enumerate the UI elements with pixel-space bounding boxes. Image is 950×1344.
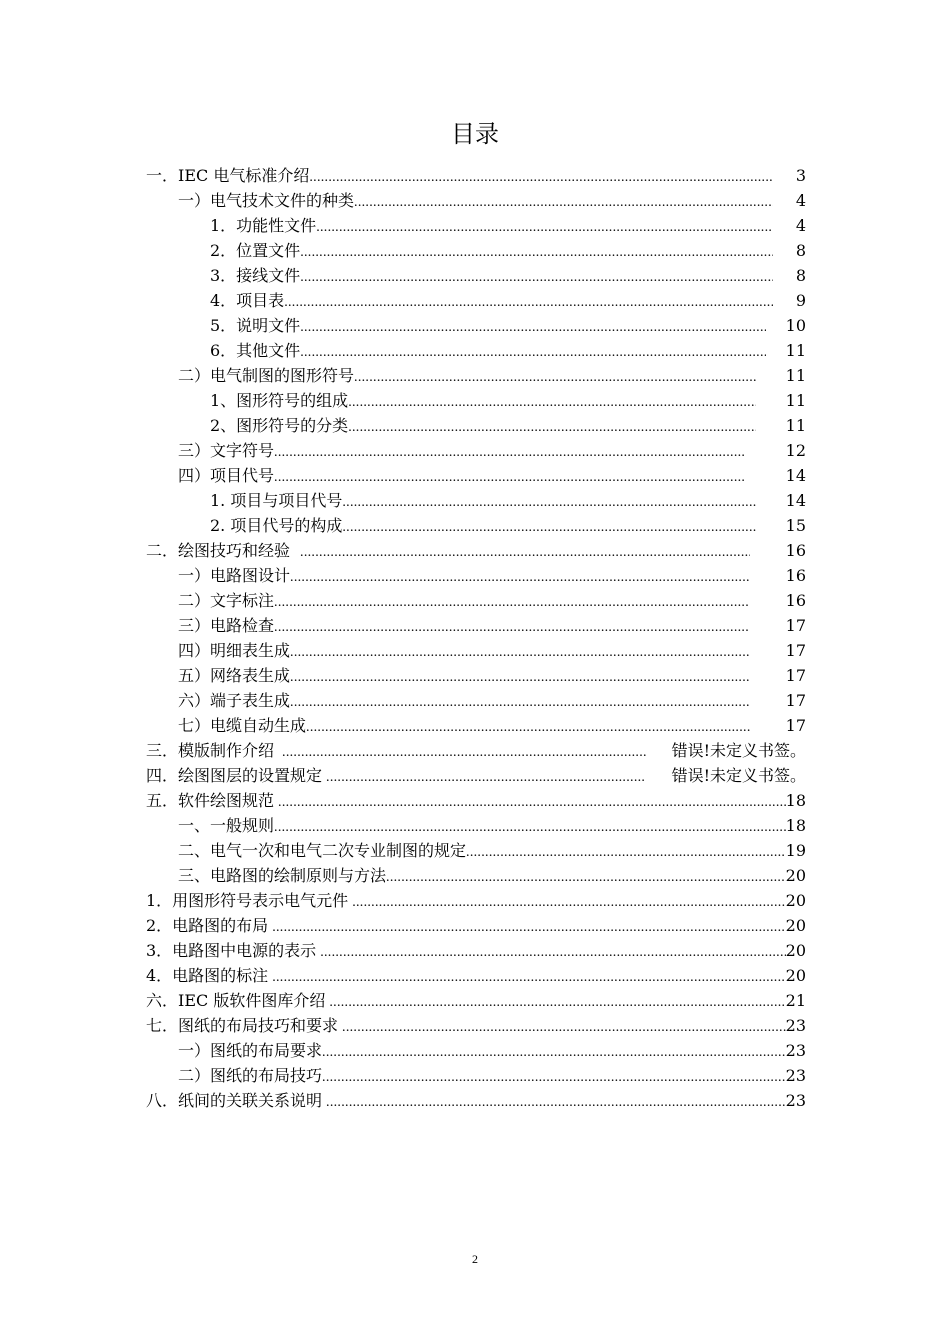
toc-entry-text: 一、一般规则 [178, 816, 275, 835]
toc-leader-dots [290, 690, 750, 715]
toc-entry[interactable] [178, 363, 806, 388]
toc-entry-text: 五．软件绘图规范 [146, 791, 275, 810]
toc-entry[interactable] [146, 888, 806, 913]
toc-entry-text: 七．图纸的布局技巧和要求 [146, 1016, 339, 1035]
toc-entry[interactable] [178, 713, 806, 738]
toc-entry-text: 4．电路图的标注 [146, 966, 269, 985]
toc-leader-dots [354, 190, 773, 215]
toc-leader-dots [300, 340, 766, 365]
toc-entry-page: 14 [785, 466, 806, 485]
toc-entry-page: 12 [785, 441, 806, 460]
toc-entry-page: 20 [785, 891, 806, 910]
toc-leader-dots [278, 790, 786, 815]
toc-entry[interactable] [146, 913, 806, 938]
toc-entry-page: 11 [785, 391, 806, 410]
toc-entry-text: 4．项目表 [210, 291, 285, 310]
toc-entry-page: 20 [785, 941, 806, 960]
toc-entry-page: 16 [785, 566, 806, 585]
toc-entry[interactable] [210, 338, 806, 363]
toc-leader-dots [274, 815, 786, 840]
toc-leader-dots [354, 365, 756, 390]
toc-entry-text: 1. 项目与项目代号 [210, 491, 343, 510]
toc-entry-page: 16 [785, 541, 806, 560]
toc-entry-text: 三、电路图的绘制原则与方法 [178, 866, 387, 885]
toc-entry-text: 2、图形符号的分类 [210, 416, 349, 435]
page-number: 2 [472, 1252, 478, 1266]
toc-entry[interactable] [146, 538, 806, 563]
toc-leader-dots [342, 490, 756, 515]
toc-entry-text: 六．IEC 版软件图库介绍 [146, 991, 326, 1010]
toc-entry-page: 4 [795, 191, 806, 210]
toc-leader-dots [342, 515, 756, 540]
toc-entry-page: 8 [795, 266, 806, 285]
toc-entry-text: 一）电气技术文件的种类 [178, 191, 355, 210]
toc-leader-dots [272, 915, 785, 940]
toc-entry-text: 3．接线文件 [210, 266, 301, 285]
toc-leader-dots [309, 165, 773, 190]
toc-entry-text: 一．IEC 电气标准介绍 [146, 166, 310, 185]
toc-entry-text: 一）电路图设计 [178, 566, 291, 585]
toc-leader-dots [300, 540, 750, 565]
toc-entry[interactable] [210, 388, 806, 413]
toc-entry-page: 11 [785, 341, 806, 360]
toc-leader-dots [284, 290, 773, 315]
toc-entry[interactable] [210, 238, 806, 263]
toc-entry-page: 18 [785, 816, 806, 835]
toc-leader-dots [274, 590, 748, 615]
toc-entry[interactable] [146, 938, 806, 963]
toc-entry-page: 17 [785, 641, 806, 660]
toc-entry[interactable] [178, 663, 806, 688]
toc-entry-page: 18 [785, 791, 806, 810]
toc-entry[interactable] [210, 288, 806, 313]
toc-leader-dots [306, 715, 750, 740]
toc-entry-page: 15 [785, 516, 806, 535]
toc-entry[interactable] [178, 563, 806, 588]
toc-entry-text: 6．其他文件 [210, 341, 301, 360]
toc-leader-dots [386, 865, 786, 890]
toc-entry-page: 17 [785, 616, 806, 635]
toc-entry-page: 3 [795, 166, 806, 185]
toc-entry-text: 八．纸间的关联关系说明 [146, 1091, 323, 1110]
toc-entry-page: 错误!未定义书签。 [671, 741, 806, 760]
toc-entry-text: 2．位置文件 [210, 241, 301, 260]
toc-entry-page: 10 [785, 316, 806, 335]
toc-entry-page: 17 [785, 666, 806, 685]
toc-entry-text: 一）图纸的布局要求 [178, 1041, 323, 1060]
toc-entry[interactable] [178, 813, 806, 838]
toc-leader-dots [326, 1090, 786, 1115]
toc-entry-text: 六）端子表生成 [178, 691, 291, 710]
toc-leader-dots [320, 940, 785, 965]
toc-entry-text: 二）文字标注 [178, 591, 275, 610]
toc-entry-text: 2．电路图的布局 [146, 916, 269, 935]
toc-leader-dots [352, 890, 785, 915]
toc-leader-dots [272, 965, 785, 990]
toc-leader-dots [322, 1065, 786, 1090]
toc-entry-page: 9 [795, 291, 806, 310]
toc-leader-dots [329, 990, 785, 1015]
toc-entry[interactable] [146, 1088, 806, 1113]
toc-entry[interactable] [210, 313, 806, 338]
toc-leader-dots [300, 240, 773, 265]
toc-entry[interactable] [178, 638, 806, 663]
toc-entry[interactable] [210, 213, 806, 238]
toc-entry[interactable] [146, 788, 806, 813]
toc-leader-dots [348, 415, 756, 440]
toc-entry-text: 二、电气一次和电气二次专业制图的规定 [178, 841, 467, 860]
page-title: 目录 [451, 120, 499, 148]
toc-entry[interactable] [210, 263, 806, 288]
toc-entry-page: 23 [785, 1091, 806, 1110]
toc-entry-text: 2. 项目代号的构成 [210, 516, 343, 535]
toc-entry-page: 16 [785, 591, 806, 610]
toc-entry-text: 二）图纸的布局技巧 [178, 1066, 323, 1085]
toc-entry-page: 17 [785, 691, 806, 710]
toc-entry[interactable] [178, 688, 806, 713]
toc-leader-dots [274, 465, 746, 490]
toc-entry-text: 四）项目代号 [178, 466, 275, 485]
toc-entry[interactable] [210, 513, 806, 538]
toc-entry[interactable] [146, 738, 806, 763]
toc-entry-page: 错误!未定义书签。 [671, 766, 806, 785]
toc-entry-page: 11 [785, 416, 806, 435]
toc-leader-dots [348, 390, 756, 415]
toc-entry-page: 8 [795, 241, 806, 260]
toc-entry-text: 二．绘图技巧和经验 [146, 541, 291, 560]
toc-entry-page: 20 [785, 916, 806, 935]
toc-leader-dots [290, 665, 750, 690]
toc-entry-text: 1．用图形符号表示电气元件 [146, 891, 349, 910]
toc-entry-text: 三）文字符号 [178, 441, 275, 460]
toc-entry-text: 二）电气制图的图形符号 [178, 366, 355, 385]
toc-leader-dots [290, 565, 750, 590]
toc-entry[interactable] [146, 988, 806, 1013]
toc-entry[interactable] [178, 1038, 806, 1063]
toc-entry-text: 四）明细表生成 [178, 641, 291, 660]
toc-entry-page: 4 [795, 216, 806, 235]
toc-entry-text: 三．模版制作介绍 [146, 741, 275, 760]
toc-entry-text: 四．绘图图层的设置规定 [146, 766, 323, 785]
toc-leader-dots [274, 440, 746, 465]
toc-entry-page: 23 [785, 1041, 806, 1060]
toc-entry[interactable] [210, 413, 806, 438]
toc-leader-dots [290, 640, 750, 665]
toc-leader-dots [316, 215, 773, 240]
toc-entry-text: 5．说明文件 [210, 316, 301, 335]
toc-entry[interactable] [178, 1063, 806, 1088]
toc-leader-dots [326, 765, 646, 790]
toc-entry[interactable] [210, 488, 806, 513]
toc-entry-page: 21 [785, 991, 806, 1010]
toc-entry-text: 1、图形符号的组成 [210, 391, 349, 410]
toc-entry-page: 14 [785, 491, 806, 510]
toc-entry-text: 七）电缆自动生成 [178, 716, 307, 735]
toc-entry[interactable] [146, 763, 806, 788]
toc-entry-page: 17 [785, 716, 806, 735]
toc-entry[interactable] [146, 963, 806, 988]
toc-entry-page: 23 [785, 1016, 806, 1035]
toc-entry-page: 19 [785, 841, 806, 860]
toc-entry-text: 1．功能性文件 [210, 216, 317, 235]
toc-leader-dots [342, 1015, 786, 1040]
toc-entry[interactable] [178, 838, 806, 863]
toc-entry-text: 五）网络表生成 [178, 666, 291, 685]
toc-entry-page: 20 [785, 966, 806, 985]
toc-entry[interactable] [178, 188, 806, 213]
toc-leader-dots [322, 1040, 786, 1065]
toc-entry[interactable] [178, 463, 806, 488]
toc-entry-text: 3．电路图中电源的表示 [146, 941, 317, 960]
toc-entry[interactable] [178, 613, 806, 638]
toc-entry-page: 20 [785, 866, 806, 885]
toc-entry-page: 11 [785, 366, 806, 385]
toc-entry[interactable] [178, 438, 806, 463]
toc-leader-dots [300, 265, 773, 290]
toc-leader-dots [282, 740, 646, 765]
toc-leader-dots [274, 615, 748, 640]
toc-entry[interactable] [146, 1013, 806, 1038]
toc-leader-dots [466, 840, 786, 865]
toc-leader-dots [300, 315, 766, 340]
toc-entry[interactable] [178, 863, 806, 888]
toc-entry-text: 三）电路检查 [178, 616, 275, 635]
toc-entry[interactable] [146, 163, 806, 188]
toc-entry-page: 23 [785, 1066, 806, 1085]
toc-entry[interactable] [178, 588, 806, 613]
